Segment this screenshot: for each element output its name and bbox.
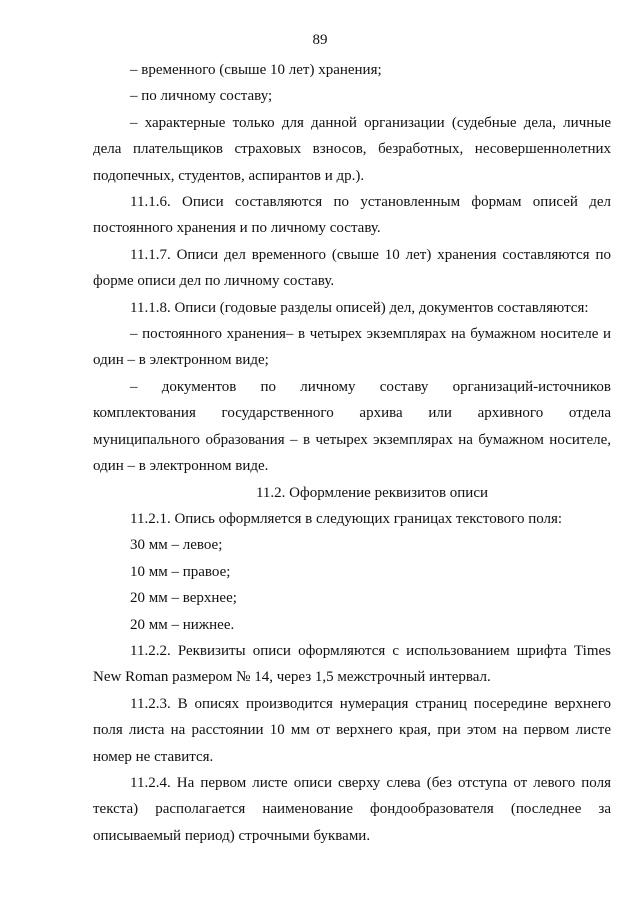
paragraph-personnel: – по личному составу; <box>130 88 273 105</box>
page-number: 89 <box>312 32 328 48</box>
section-heading-11-2: 11.2. Оформление реквизитов описи <box>255 484 489 501</box>
paragraph-11-2-2: 11.2.2. Реквизиты описи оформляются с использованием шрифта Times New Roman размером № 14, через 1,5 межстрочный интервал. <box>93 642 611 686</box>
paragraph-11-1-6: 11.1.6. Описи составляются по установленным формам описей дел постоянного хранения и по личному составу. <box>93 194 611 237</box>
margin-top: 20 мм – верхнее; <box>130 590 237 607</box>
paragraph-11-1-7: 11.1.7. Описи дел временного (свыше 10 лет) хранения составляются по форме описи дел по личному составу. <box>93 246 611 290</box>
paragraph-11-1-8: 11.1.8. Описи (годовые разделы описей) дел, документов составляются: <box>130 299 589 316</box>
page-content <box>93 57 611 849</box>
paragraph-11-2-3: 11.2.3. В описях производится нумерация страниц посередине верхнего поля листа на расстоянии 10 мм от верхнего края, при этом на первом листе номер не ставится. <box>93 695 611 765</box>
paragraph-organization-specific: – характерные только для данной организации (судебные дела, личные дела плательщиков страховых взносов, безработных, несовершеннолетних подопечных, студентов, аспирантов и др.). <box>93 114 611 184</box>
margin-right: 10 мм – правое; <box>130 563 231 580</box>
margin-bottom: 20 мм – нижнее. <box>130 616 235 633</box>
paragraph-11-2-4: 11.2.4. На первом листе описи сверху слева (без отступа от левого поля текста) располагается наименование фондообразователя (последнее за описываемый период) строчными буквами. <box>93 774 611 844</box>
margin-left: 30 мм – левое; <box>130 537 223 554</box>
paragraph-11-2-1: 11.2.1. Опись оформляется в следующих границах текстового поля: <box>130 510 563 527</box>
paragraph-temporary-storage: – временного (свыше 10 лет) хранения; <box>130 62 382 78</box>
paragraph-permanent-storage: – постоянного хранения– в четырех экземплярах на бумажном носителе и один – в электронном виде; <box>93 326 611 369</box>
paragraph-personnel-documents: – документов по личному составу организаций-источников комплектования государственного архива или архивного отдела муниципального образования – в четырех экземплярах на бумажном носителе, один – в электронном виде. <box>93 378 611 475</box>
